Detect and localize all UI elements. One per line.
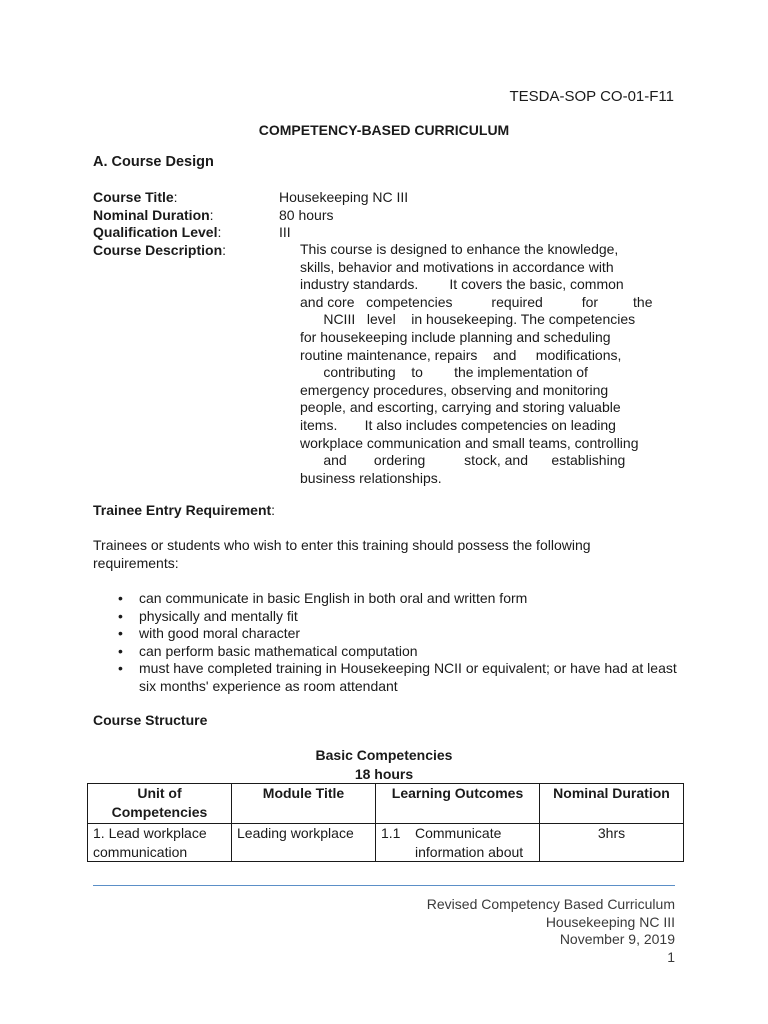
document-code: TESDA-SOP CO-01-F11 [509,88,674,105]
page-title: COMPETENCY-BASED CURRICULUM [258,122,510,138]
list-item: • must have completed training in Housekeeping NCII or equivalent; or have had at least six months' experience as room attendant [118,660,677,694]
column-header-unit: Unit of Competencies [88,784,232,824]
competencies-table [87,783,684,862]
cell-module: Leading workplace [232,824,376,862]
course-description [300,241,674,487]
description-line: NCIII level in housekeeping. The competencies [300,311,636,328]
cell-unit: 1. Lead workplace communication [88,824,232,862]
bullet-icon: • [118,642,123,659]
footer-qualification: Housekeeping NC III [545,913,675,930]
column-header-outcomes: Learning Outcomes [376,784,540,824]
requirements-list [118,590,678,696]
description-line: contributing to the implementation of [300,364,588,381]
bullet-icon: • [118,607,123,624]
basic-competencies-heading [0,746,768,784]
basic-competencies-hours: 18 hours [354,766,414,782]
column-header-duration: Nominal Duration [540,784,684,824]
table-header-row [88,784,684,824]
description-line: industry standards. It covers the basic, common [300,276,624,293]
description-line: people, and escorting, carrying and storing valuable [300,399,621,416]
description-line: for housekeeping include planning and scheduling [300,328,611,345]
section-heading-course-design: A. Course Design [93,154,214,170]
entry-requirement-intro: Trainees or students who wish to enter this training should possess the following requirements: [93,537,591,571]
description-line: skills, behavior and motivations in accordance with [300,258,614,275]
table-row [88,824,684,862]
value-nominal-duration: 80 hours [279,207,334,223]
footer-date: November 9, 2019 [559,931,675,947]
cell-outcome [376,824,540,862]
footer-curriculum-title: Revised Competency Based Curriculum [426,896,675,912]
label-course-title: Course Title: [93,189,178,205]
outcome-text: Communicate information about [415,825,524,860]
bullet-icon: • [118,660,123,677]
description-line: workplace communication and small teams, controlling [300,434,639,451]
bullet-icon: • [118,590,123,606]
column-header-module: Module Title [232,784,376,824]
description-line: and core competencies required for the [300,293,653,310]
basic-competencies-title: Basic Competencies [315,747,453,763]
description-line: emergency procedures, observing and monitoring [300,381,609,398]
description-line: This course is designed to enhance the knowledge, [300,241,619,257]
outcome-number: 1.1 [381,825,401,841]
label-qualification-level: Qualification Level: [93,224,222,240]
description-line: routine maintenance, repairs and modifications, [300,346,622,363]
list-item: • physically and mentally fit [118,607,298,624]
bullet-icon: • [118,625,123,642]
description-line: and ordering stock, and establishing [300,452,626,469]
label-nominal-duration: Nominal Duration: [93,207,214,223]
description-line: items. It also includes competencies on leading [300,416,616,433]
page-footer [427,896,675,966]
list-item: • can communicate in basic English in both oral and written form [118,590,528,606]
list-item: • can perform basic mathematical computation [118,642,418,659]
description-line: business relationships. [300,469,442,486]
value-qualification-level: III [279,224,291,240]
value-course-title: Housekeeping NC III [279,189,409,205]
footer-divider [93,885,675,886]
course-structure-heading: Course Structure [93,712,208,728]
label-course-description: Course Description: [93,242,227,258]
entry-requirement-heading: Trainee Entry Requirement: [93,502,276,518]
page-number: 1 [667,948,675,965]
cell-duration: 3hrs [540,824,684,862]
list-item: • with good moral character [118,625,301,642]
